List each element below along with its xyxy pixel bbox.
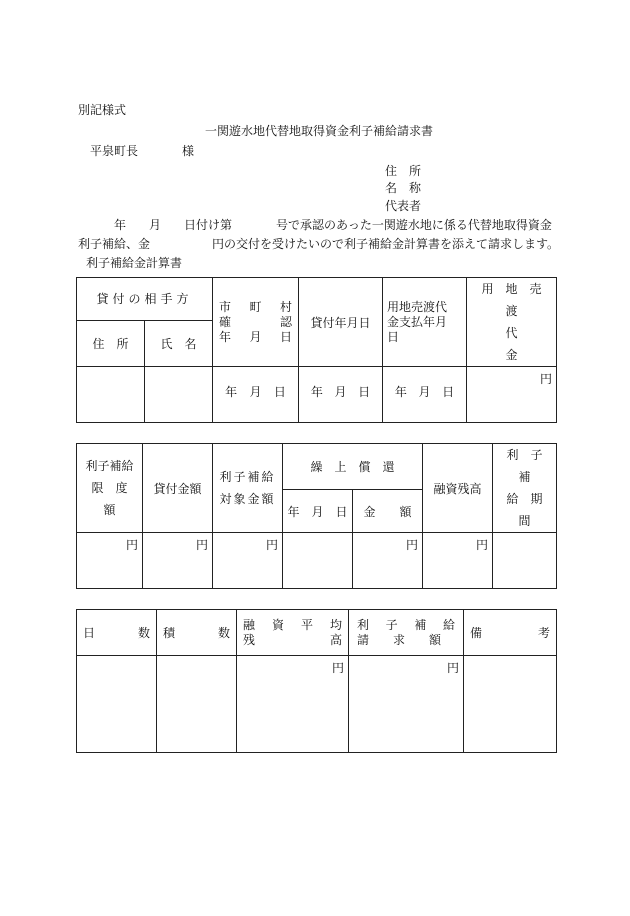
ymd-month: 月 <box>249 385 262 399</box>
avg-balance-value <box>237 656 349 753</box>
prepay-date-value <box>283 533 353 589</box>
page-title: 一関遊水地代替地取得資金利子補給請求書 <box>205 124 434 138</box>
yen-unit: 円 <box>125 538 138 552</box>
address-header-cell <box>77 320 145 366</box>
table-interest <box>76 443 557 589</box>
product-cell <box>157 610 237 656</box>
loan-date-header: 貸付年月日 <box>310 315 371 330</box>
body-day-ref: 日付け第 <box>184 218 233 232</box>
avg-char-4: 均 <box>329 617 342 632</box>
period-line1: 利 子 補 <box>506 448 555 484</box>
loan-amount-cell <box>143 444 213 533</box>
target-line2: 対象金額 <box>219 492 276 506</box>
ymd-month: 月 <box>418 385 431 399</box>
claim-char-2: 子 <box>385 617 398 632</box>
ymd-day: 日 <box>358 385 371 399</box>
applicant-name-label: 名 称 <box>385 181 422 195</box>
remarks-cell <box>464 610 557 656</box>
confirm-char-1: 確 <box>219 314 232 329</box>
days-char-1: 日 <box>83 626 96 640</box>
prepay-date-cell <box>283 490 353 533</box>
remarks-char-1: 備 <box>470 626 483 640</box>
land-sale-price-value <box>467 367 557 423</box>
yen-unit: 円 <box>195 538 208 552</box>
land-sale-paid-line2: 金支払年月 <box>387 314 448 329</box>
target-cell <box>213 444 283 533</box>
land-sale-price-line2: 代 金 <box>505 326 578 362</box>
limit-cell <box>77 444 143 533</box>
limit-line2: 限 度 額 <box>91 481 140 517</box>
body-month: 月 <box>149 218 162 232</box>
loan-amount-header: 貸付金額 <box>153 481 202 496</box>
prepay-amount-header: 金 額 <box>363 504 412 519</box>
period-line2: 給 期 間 <box>506 492 555 528</box>
form-label: 別記様式 <box>78 103 127 117</box>
avg-char-6: 高 <box>329 632 342 647</box>
target-value <box>213 533 283 589</box>
prepay-date-header: 年 月 日 <box>287 504 348 519</box>
land-sale-paid-value <box>383 367 467 423</box>
body-amount-rest: 円の交付を受けたいので利子補給金計算書を添えて請求します。 <box>212 237 560 251</box>
claim-char-7: 額 <box>428 632 441 647</box>
limit-value <box>77 533 143 589</box>
limit-line1: 利子補給 <box>85 459 134 473</box>
balance-value <box>423 533 493 589</box>
yen-unit: 円 <box>540 372 553 386</box>
ymd-year: 年 <box>310 385 323 399</box>
village-char: 村 <box>279 299 292 314</box>
product-char-1: 積 <box>163 626 176 640</box>
period-value <box>493 533 557 589</box>
ymd-day: 日 <box>273 385 286 399</box>
product-char-2: 数 <box>217 626 230 640</box>
prepay-amount-cell <box>353 490 423 533</box>
avg-char-5: 残 <box>243 632 256 647</box>
target-line1: 利子補給 <box>219 470 276 484</box>
yen-unit: 円 <box>331 661 344 675</box>
confirm-char-2: 認 <box>280 314 293 329</box>
name-header: 氏 名 <box>160 336 197 351</box>
land-sale-price-line1: 用 地 売 渡 <box>481 282 554 318</box>
body-year: 年 <box>114 218 127 232</box>
address-value <box>77 367 145 423</box>
lender-header-cell <box>77 278 213 321</box>
claim-char-6: 求 <box>392 632 405 647</box>
avg-char-1: 融 <box>243 617 256 632</box>
town-char: 町 <box>249 299 262 314</box>
yen-unit: 円 <box>476 538 489 552</box>
yen-unit: 円 <box>446 661 459 675</box>
applicant-rep-label: 代表者 <box>385 199 422 213</box>
confirm-date-value <box>213 367 299 423</box>
address-header: 住 所 <box>92 336 129 351</box>
avg-char-3: 平 <box>300 617 313 632</box>
land-sale-paid-cell <box>383 278 467 367</box>
ymd-day: 日 <box>442 385 455 399</box>
loan-date-cell <box>299 278 383 367</box>
avg-balance-cell <box>237 610 349 656</box>
land-sale-price-cell <box>467 278 578 367</box>
ymd-month: 月 <box>334 385 347 399</box>
confirm-day: 日 <box>279 329 292 344</box>
addressee-name: 平泉町長 <box>90 144 139 158</box>
city-confirm-cell <box>213 278 299 367</box>
calc-title: 利子補給金計算書 <box>86 256 183 270</box>
land-sale-paid-line1: 用地売渡代 <box>387 299 448 314</box>
yen-unit: 円 <box>406 538 419 552</box>
days-char-2: 数 <box>137 626 150 640</box>
prepay-cell <box>283 444 423 490</box>
ymd-year: 年 <box>394 385 407 399</box>
claim-value <box>349 656 464 753</box>
remarks-char-2: 考 <box>537 626 550 640</box>
confirm-month: 月 <box>249 329 262 344</box>
table-calculation <box>76 609 557 753</box>
avg-char-2: 資 <box>271 617 284 632</box>
product-value <box>157 656 237 753</box>
days-value <box>77 656 157 753</box>
body-no-text: 号で承認のあった一関遊水地に係る代替地取得資金 <box>276 218 552 232</box>
balance-cell <box>423 444 493 533</box>
balance-header: 融資残高 <box>433 481 482 496</box>
land-sale-paid-line3: 日 <box>387 329 400 344</box>
prepay-header: 繰 上 償 還 <box>310 460 395 475</box>
applicant-address-label: 住 所 <box>385 164 422 178</box>
claim-char-5: 請 <box>357 632 370 647</box>
loan-amount-value <box>143 533 213 589</box>
confirm-year: 年 <box>219 329 232 344</box>
period-cell <box>493 444 557 533</box>
lender-header: 貸付の相手方 <box>96 292 193 307</box>
claim-char-1: 利 <box>357 617 370 632</box>
claim-char-3: 補 <box>414 617 427 632</box>
prepay-amount-value <box>353 533 423 589</box>
days-cell <box>77 610 157 656</box>
name-header-cell <box>145 320 213 366</box>
loan-date-value <box>299 367 383 423</box>
table-lender <box>76 277 578 423</box>
body-amount-prefix: 利子補給、金 <box>78 237 151 251</box>
claim-char-4: 給 <box>442 617 455 632</box>
city-char: 市 <box>219 299 232 314</box>
claim-cell <box>349 610 464 656</box>
yen-unit: 円 <box>265 538 278 552</box>
ymd-year: 年 <box>225 385 238 399</box>
name-value <box>145 367 213 423</box>
remarks-value <box>464 656 557 753</box>
addressee-suffix: 様 <box>182 144 195 158</box>
